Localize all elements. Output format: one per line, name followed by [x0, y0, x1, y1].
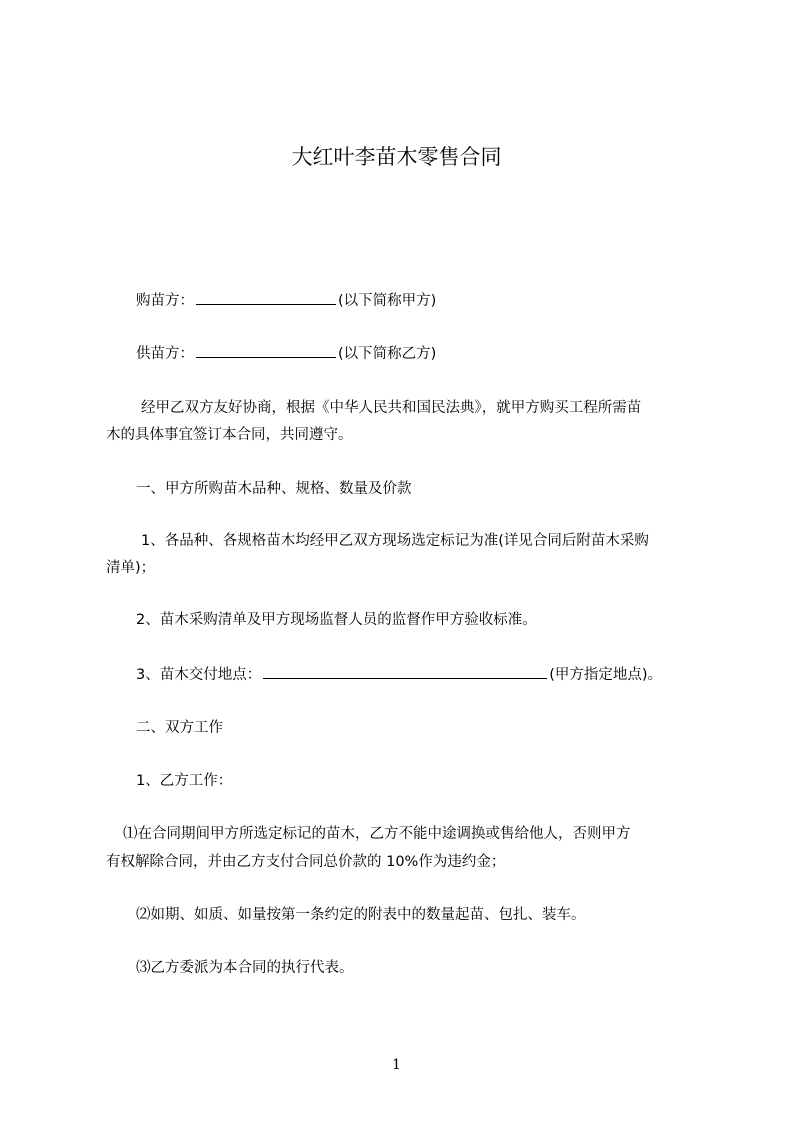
- section2-heading: 二、双方工作: [136, 720, 223, 736]
- section2-sub1: 1、乙方工作：: [136, 773, 233, 789]
- intro-line-1: 经甲乙双方友好协商，根据《中华人民共和国民法典》，就甲方购买工程所需苗: [141, 400, 642, 416]
- supplier-blank: [196, 343, 336, 358]
- document-title: 大红叶李苗木零售合同: [291, 145, 502, 169]
- delivery-suffix: (甲方指定地点)。: [549, 667, 663, 683]
- supplier-suffix: (以下简称乙方): [338, 346, 437, 362]
- supplier-label: 供苗方：: [136, 346, 194, 362]
- buyer-blank: [196, 290, 336, 305]
- page-number: 1: [392, 1057, 401, 1073]
- section2-p2: ⑵如期、如质、如量按第一条约定的附表中的数量起苗、包扎、装车。: [136, 907, 586, 923]
- delivery-label: 3、苗木交付地点：: [136, 667, 262, 683]
- section1-item1-line1: 1、各品种、各规格苗木均经甲乙双方现场选定标记为准(详见合同后附苗木采购: [141, 533, 649, 549]
- supplier-line: [136, 343, 436, 364]
- section2-p3: ⑶乙方委派为本合同的执行代表。: [136, 960, 354, 976]
- section1-heading: 一、甲方所购苗木品种、规格、数量及价款: [136, 481, 412, 497]
- buyer-line: [136, 290, 436, 311]
- section2-p1-line2: 有权解除合同，并由乙方支付合同总价款的 10%作为违约金；: [106, 854, 506, 870]
- section2-p1-line1: ⑴在合同期间甲方所选定标记的苗木，乙方不能中途调换或售给他人，否则甲方: [123, 826, 631, 842]
- delivery-blank: [263, 664, 547, 679]
- section1-item2: 2、苗木采购清单及甲方现场监督人员的监督作甲方验收标准。: [136, 612, 537, 628]
- buyer-label: 购苗方：: [136, 293, 194, 309]
- section1-item3: [136, 664, 662, 685]
- buyer-suffix: (以下简称甲方): [338, 293, 437, 309]
- intro-line-2: 木的具体事宜签订本合同，共同遵守。: [106, 427, 353, 443]
- section1-item1-line2: 清单)；: [106, 560, 156, 576]
